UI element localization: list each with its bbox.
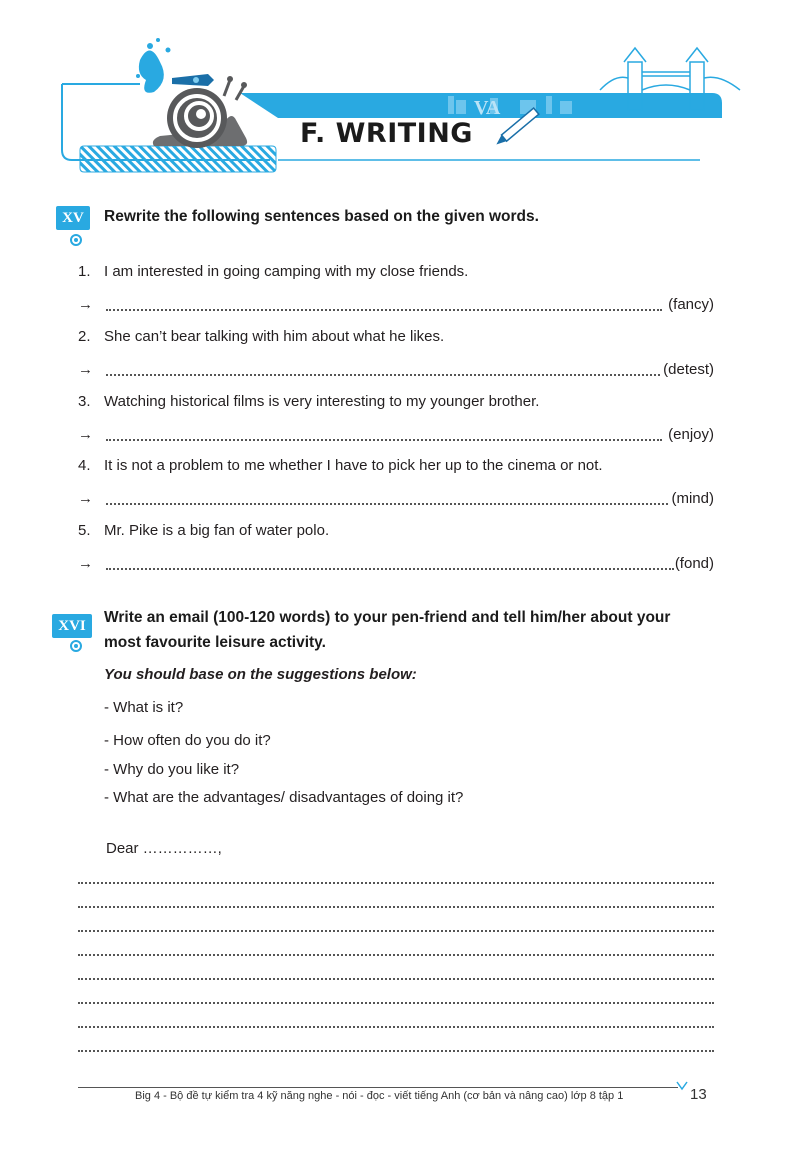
item-number: 3. [78, 393, 91, 410]
answer-line[interactable] [106, 435, 662, 441]
page-number: 13 [690, 1086, 707, 1103]
writing-line[interactable] [78, 952, 714, 956]
item-sentence: I am interested in going camping with my close friends. [104, 263, 469, 280]
item-sentence: Watching historical films is very interesting to my younger brother. [104, 393, 540, 410]
item-number: 2. [78, 328, 91, 345]
item-sentence: She can’t bear talking with him about what he likes. [104, 328, 445, 345]
badge-dot-icon [70, 234, 82, 246]
arrow-icon: → [78, 296, 93, 313]
badge-dot-icon [70, 640, 82, 652]
arrow-icon: → [78, 555, 93, 572]
item-hint: (detest) [663, 361, 714, 378]
suggestion-item: - What are the advantages/ disadvantages of doing it? [104, 789, 464, 806]
suggestion-heading: You should base on the suggestions below: [104, 666, 417, 683]
arrow-icon: → [78, 490, 93, 507]
svg-text:VA: VA [474, 97, 501, 119]
answer-line[interactable] [106, 305, 662, 311]
answer-line[interactable] [106, 564, 674, 570]
footer-tick-icon [676, 1081, 688, 1091]
exercise-instruction: Write an email (100-120 words) to your pen-friend and tell him/her about your [104, 609, 671, 626]
item-hint: (enjoy) [668, 426, 714, 443]
item-hint: (mind) [671, 490, 714, 507]
item-number: 1. [78, 263, 91, 280]
item-hint: (fond) [674, 555, 714, 572]
header-banner [0, 0, 800, 190]
writing-line[interactable] [78, 1000, 714, 1004]
writing-line[interactable] [78, 1024, 714, 1028]
item-sentence: Mr. Pike is a big fan of water polo. [104, 522, 330, 539]
answer-line[interactable] [106, 370, 660, 376]
footer-rule [78, 1087, 678, 1088]
footer-book-title: Big 4 - Bộ đề tự kiểm tra 4 kỹ năng nghe - nói - đọc - viết tiếng Anh (cơ bản và nâng cao) lớp 8 tập 1 [135, 1090, 624, 1102]
exercise-badge-xv: XV [56, 206, 90, 230]
suggestion-item: - How often do you do it? [104, 732, 271, 749]
suggestion-item: - What is it? [104, 699, 184, 716]
exercise-instruction: Rewrite the following sentences based on the given words. [104, 208, 539, 225]
writing-line[interactable] [78, 904, 714, 908]
exercise-badge-xvi: XVI [52, 614, 92, 638]
email-greeting: Dear ……………, [106, 840, 222, 857]
arrow-icon: → [78, 426, 93, 443]
item-number: 5. [78, 522, 91, 539]
exercise-instruction-cont: most favourite leisure activity. [104, 634, 326, 651]
item-hint: (fancy) [668, 296, 714, 313]
answer-line[interactable] [106, 499, 668, 505]
suggestion-item: - Why do you like it? [104, 761, 240, 778]
arrow-icon: → [78, 361, 93, 378]
section-title: F. WRITING [300, 118, 473, 149]
item-sentence: It is not a problem to me whether I have to pick her up to the cinema or not. [104, 457, 603, 474]
writing-line[interactable] [78, 928, 714, 932]
writing-line[interactable] [78, 976, 714, 980]
writing-line[interactable] [78, 880, 714, 884]
writing-line[interactable] [78, 1048, 714, 1052]
item-number: 4. [78, 457, 91, 474]
